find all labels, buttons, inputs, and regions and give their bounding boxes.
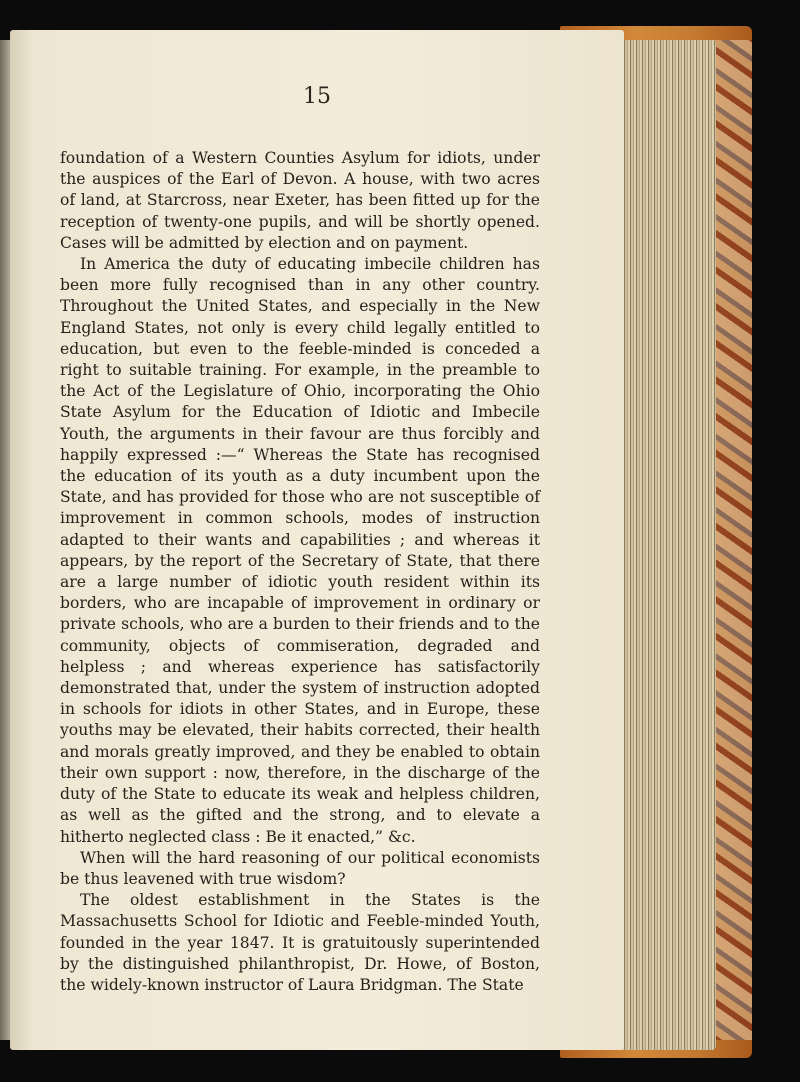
paragraph-4: The oldest establishment in the States is the Massachusetts School for Idiotic and Feeble-minded Youth, founded in the year 1847. It is gratuitously superintended by the distinguished philanthropist, Dr. Howe, of Boston, the widely-known instructor of Laura Bridgman. The State — [60, 891, 540, 994]
page-text — [60, 148, 540, 996]
page-edges — [612, 40, 716, 1050]
marbled-endpaper — [712, 40, 752, 1040]
paragraph-3: When will the hard reasoning of our political economists be thus leavened with true wisdom? — [60, 848, 540, 888]
paragraph-1: foundation of a Western Counties Asylum for idiots, under the auspices of the Earl of Devon. A house, with two acres of land, at Starcross, near Exeter, has been fitted up for the reception of twenty-one pupils, and will be shortly opened. Cases will be admitted by election and on payment. — [60, 149, 540, 252]
paragraph-2: In America the duty of educating imbecile children has been more fully recognised than in any other country. Throughout the United States, and especially in the New England States, not only is every child legally entitled to education, but even to the feeble-minded is conceded a right to suitable training. For example, in the preamble to the Act of the Legislature of Ohio, incorporating the Ohio State Asylum for the Education of Idiotic and Imbecile Youth, the arguments in their favour are thus forcibly and happily expressed :—“ Whereas the State has recognised the education of its youth as a duty incumbent upon the State, and has provided for those who are not susceptible of improvement in common schools, modes of instruction adapted to their wants and capabilities ; and whereas it appears, by the report of the Secretary of State, that there are a large number of idiotic youth resident within its borders, who are incapable of improvement in ordinary or private schools, who are a burden to their friends and to the community, objects of commiseration, degraded and helpless ; and whereas experience has satisfactorily demonstrated that, under the system of instruction adopted in schools for idiots in other States, and in Europe, these youths may be elevated, their habits corrected, their health and morals greatly improved, and they be enabled to obtain their own support : now, therefore, in the discharge of the duty of the State to educate its weak and helpless children, as well as the gifted and the strong, and to elevate a hitherto neglected class : Be it enacted,” &c. — [60, 255, 540, 846]
page-number: 15 — [303, 84, 331, 109]
book-page — [10, 30, 624, 1050]
